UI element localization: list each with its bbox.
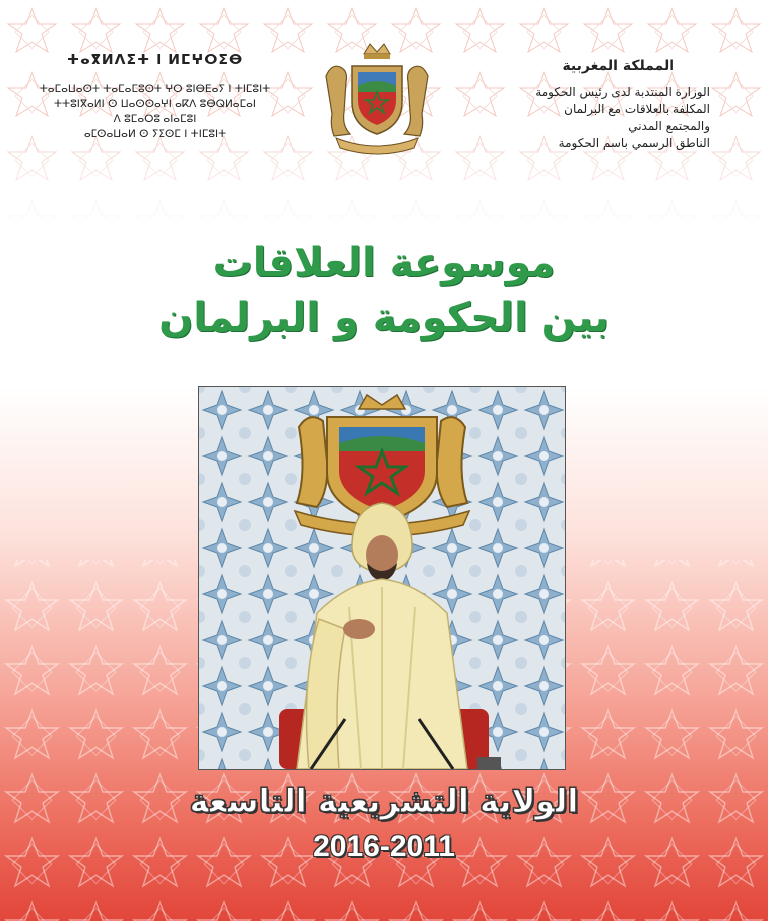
legislature-title: الولاية التشريعية التاسعة [189, 782, 579, 820]
main-title-line-1: موسوعة العلاقات [212, 240, 556, 286]
tifinagh-line-2: ⵜⵜⵓⵏⴳⴰⵍⵏ ⵙ ⵡⴰⵙⵙⴰⵖⵏ ⴰⴽⴷ ⵓⴱⵕⵍⴰⵎⴰⵏ [53, 98, 257, 110]
ministry-header [420, 58, 710, 152]
king-speech-photo [198, 386, 566, 770]
kingdom-name: المملكة المغربية [562, 58, 674, 74]
coat-of-arms-icon [318, 36, 436, 160]
tifinagh-line-3: ⴷ ⵓⵎⴰⵔⵓ ⴰⵏⴰⵎⵓⵏ [113, 113, 197, 125]
ministry-line-2: المكلفة بالعلاقات مع البرلمان [564, 102, 710, 116]
tifinagh-line-4: ⴰⵎⵙⴰⵡⴰⵍ ⵙ ⵢⵉⵙⵎ ⵏ ⵜⵏⵎⵓⵏⵜ [83, 128, 227, 140]
tifinagh-title: ⵜⴰⴳⵍⴷⵉⵜ ⵏ ⵍⵎⵖⵔⵉⴱ [66, 52, 244, 68]
tifinagh-header [20, 52, 290, 142]
years-range: 2016-2011 [313, 830, 455, 863]
ministry-line-3: والمجتمع المدني [628, 119, 710, 133]
ministry-line-1: الوزارة المنتدبة لدى رئيس الحكومة [535, 85, 710, 99]
main-title-line-2: بين الحكومة و البرلمان [159, 295, 609, 341]
ministry-line-4: الناطق الرسمي باسم الحكومة [558, 136, 710, 150]
tifinagh-line-1: ⵜⴰⵎⴰⵡⴰⵙⵜ ⵜⴰⵎⴰⵎⵓⵙⵜ ⵖⵔ ⵓⵏⴱⴹⴰⵢ ⵏ ⵜⵏⵎⵓⵏⵜ [39, 83, 271, 95]
